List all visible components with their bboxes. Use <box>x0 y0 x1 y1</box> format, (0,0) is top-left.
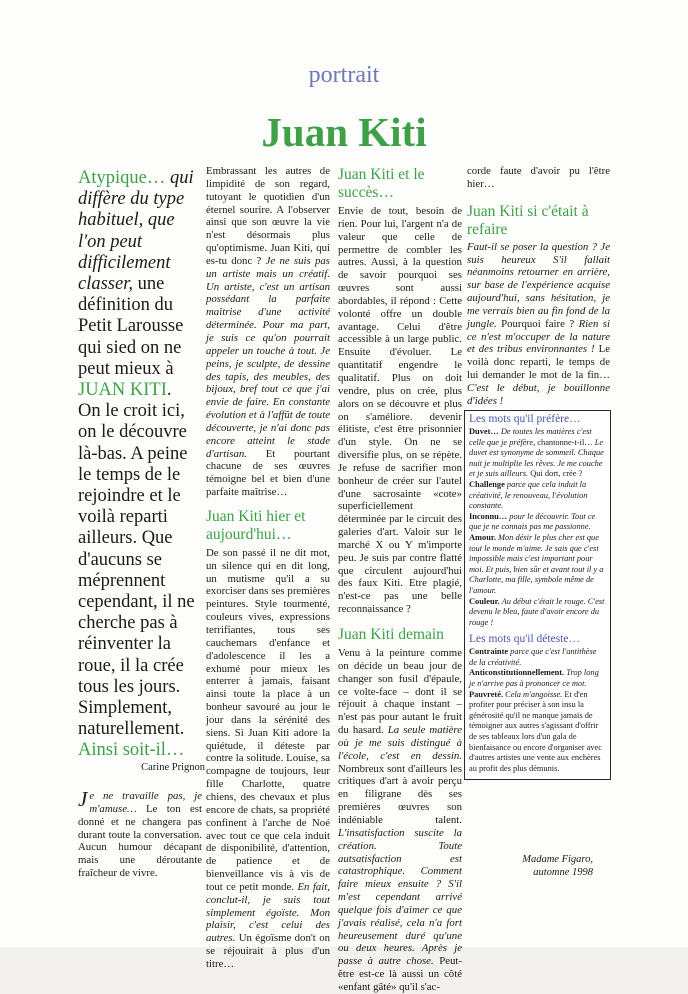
like-term: Challenge <box>469 479 505 489</box>
subhead-hier: Juan Kiti hier et aujourd'hui… <box>206 507 306 543</box>
source-date: automne 1998 <box>533 866 593 878</box>
lede-text-2: . On le croit ici, on le découvre là-bas. A peine le temps de le rejoindre et le voilà reparti ailleurs. Que d'aucuns se méprennent cependant, il ne cherche pas à réinventer la roue, il la crée tous les jours. Simplement, naturellement. <box>78 380 195 740</box>
mots-sidebar-box <box>464 410 611 780</box>
lede-atypique: Atypique… <box>78 168 170 188</box>
col4-p1-quote-1: Faut-il se poser la question ? Je suis heureux S'il fallait néanmoins retourner en arrière, sur base de l'expérience acquise aujourd'hui, sans hésitation, je me verrais bien au fin fond de la jungle. <box>467 240 610 330</box>
col3-paragraph-1: Envie de tout, besoin de rien. Pour lui, l'argent n'a de valeur que celle de permettre de combler les autres. Aussi, à la question de savoir pourquoi ses œuvres sont aussi abordables, il répond : Cette volonté offre un double avantage. Celui d'être accessible à un large public. Ensuite d'évoluer. Le quantitatif engendre le qualitatif. Plus on doit vendre, plus on crée, plus alors on se découvre et plus on s'améliore. devenir élitiste, c'est être prisonnier d'un style. On ne se diversifie plus, on se répète. Je refuse de sacrifier mon bonheur de créer sur l'autel d'une sacrosainte «cote» superficiellement déterminée par le circuit des galeries d'art. Valoir sur le marché X ou Y m'importe peu. Je suis par contre flatté que circulent aujourd'hui des faux Kiti. Etre plagié, n'est-ce pas une belle reconnaissance ? <box>338 205 462 616</box>
like-definition: De toutes les matières c'est celle que je préfère, <box>469 427 592 447</box>
author-signature: Carine Prignon <box>141 762 205 773</box>
dislikes-list <box>469 647 606 774</box>
dislike-term: Contrainte <box>469 647 509 657</box>
col2-p1-text: Embrassant les autres de limpidité de son regard, tutoyant le quotidien d'un éternel sourire. A l'observer ainsi que son œuvre la vie n'est désormais plus qu'optimisme. Juan Kiti, qui es-tu donc ? <box>206 165 330 267</box>
like-item <box>469 427 606 480</box>
col2-p1-quote: Je ne suis pas un artiste mais un créatif. Un artiste, c'est un artisan possédant la parfaite maîtrise d'une activité déterminée. Pour ma part, je suis ce qu'on pourrait appeler un touche à tout. Je peins, je sculpte, de dessine des tapis, des meubles, des bijoux, bref tout ce que j'ai envie de faire. En constante évolution et à l'affût de toute découverte, je n'ai donc pas encore atteint le stade d'artisan. <box>206 254 330 460</box>
lede-paragraph <box>78 168 196 762</box>
col4-p1-question: Pourquoi faire ? <box>496 317 579 330</box>
source-publication: Madame Figaro, <box>522 854 593 865</box>
col4-paragraph-1 <box>467 241 610 408</box>
column-4 <box>467 165 610 408</box>
like-item <box>469 480 606 512</box>
like-item <box>469 533 606 597</box>
col3-p2-text: Venu à la peinture comme on décide un beau jour de changer son fusil d'épaule, ce volte-face – dont il se réjouit à chaque instant – n'est pas pour autant le fruit du hasard. <box>338 647 462 737</box>
source-credit <box>498 854 593 879</box>
intro-quote: e ne travaille pas, je m'amuse… <box>89 790 202 815</box>
col2-p2-quote: En fait, conclut-il, je suis tout simplement égoïste. Mon plaisir, c'est celui des autres. <box>206 880 330 945</box>
dislike-item <box>469 690 606 775</box>
col2-paragraph-2 <box>206 547 330 971</box>
like-definition: Au début c'était le rouge. C'est devenu le bleu, faute d'avoir encore du rouge ! <box>469 596 605 627</box>
dislike-aside: Et d'en profiter pour préciser à son insu la générosité qu'il ne manque jamais de témoigner aux autres s'agissant d'offrir de ses tableaux lors d'un gala de bienfaisance ou encore d'organiser avec d'autres artistes une vente aux enchères au profit des plus démunis. <box>469 689 602 773</box>
drop-cap: J <box>78 787 88 811</box>
like-term: Duvet… <box>469 427 499 436</box>
col2-p2-end: Un égoïsme don't on se réjouirait à plus d'un titre… <box>206 932 330 970</box>
like-definition: Mon désir le plus cher est que tout le monde m'aime. Je sais que c'est impossible mais c'est important pour moi. Et puis, bien sûr et avant tout il y a Charlotte, ma fille, symbole même de l'amour. <box>469 532 604 595</box>
col3-p2-quote-1: La seule matière où je me suis distingué à l'école, c'est en dessin. <box>338 724 462 762</box>
subhead-refaire: Juan Kiti si c'était à refaire <box>467 202 589 238</box>
dislike-definition: Cela m'angoisse. <box>503 689 563 699</box>
dislike-term: Anticonstitutionnellement. <box>469 668 565 678</box>
col2-p2-text: De son passé il ne dit mot, un silence qui en dit long, un mutisme qu'il a su exorciser dans ses premières peintures. Style tourmenté, couleurs vives, expressions terrifiantes, tous ses cauchemars d'enfance et d'adolescence il les a exhumé pour mieux les enterrer à jamais, faisant ainsi toute la place à un bonheur savouré au jour le jour dans la sérénité des siens. Si Juan Kiti adore la quiétude, il déteste par contre la solitude. Louise, sa compagne de toujours, leur fille Charlotte, quatre chiens, des chevaux et plus encore de chats, sa propriété confinent à l'arche de Noé avec tout ce que cela induit de disponibilité, d'attention, de patience et de bienveillance vis à vis de tout ce petit monde. <box>206 546 330 893</box>
col3-p2-quote-2: L'insatisfaction suscite la création. Toute autsatisfaction est catastrophique. Comment faire mieux ensuite ? S'il m'est cependant arrivé quelque fois d'aimer ce que j'avais réalisé, cela n'a fort heureusement duré qu'une ou deux heures. Après je passe à autre chose. <box>338 826 462 968</box>
column-3 <box>338 166 462 994</box>
lede-closing: Ainsi soit-il… <box>78 740 185 761</box>
col4-p1-quote-2: Rien si ce n'est m'occuper de la nature et des tribus environnantes ! <box>467 317 610 356</box>
like-tail: Qui dort, crée ? <box>528 469 583 479</box>
likes-list <box>469 427 606 628</box>
like-definition: pour le découvrir. Tout ce que je ne connais pas me passionne. <box>469 511 596 532</box>
subhead-succes: Juan Kiti et le succès… <box>338 166 425 201</box>
dislike-term: Pauvreté. <box>469 689 504 699</box>
col4-p1-quote-3: C'est le début, je bouillonne d'idées ! <box>467 381 610 407</box>
col4-p1-text: Le voilà donc reparti, le temps de lui demander le mot de la fin… <box>467 343 610 382</box>
col3-p2-mid: Nombreux sont d'ailleurs les critiques d'art à avoir perçu en filigrane dès ses premières œuvres son indéniable talent. <box>338 762 462 826</box>
like-item <box>469 597 606 629</box>
like-term: Inconnu… <box>469 511 508 521</box>
col2-p1-end: Et pourtant chacune de ses œuvres témoigne bel et bien d'une parfaite maîtrise… <box>206 447 330 499</box>
like-definition: parce que cela induit la créativité, le renouveau, l'évolution constante. <box>469 479 588 511</box>
like-term: Amour. <box>469 532 496 542</box>
lede-definition: qui diffère du type habituel, que l'on peut difficilement classer, <box>78 168 194 295</box>
article-title: Juan Kiti <box>261 109 427 155</box>
col4-paragraph-0: corde faute d'avoir pu l'être hier… <box>467 165 610 190</box>
dislike-item <box>469 668 606 689</box>
subhead-demain: Juan Kiti demain <box>338 626 444 643</box>
section-kicker: portrait <box>308 62 380 88</box>
like-item <box>469 512 606 533</box>
dislike-definition: Trop long je n'arrive pas à prononcer ce mot. <box>469 668 599 689</box>
like-definition-2: Le duvet est synonyme de sommeil. Chaque nuit je multiplie les rêves. Je me couche et je suis ailleurs. <box>469 437 604 479</box>
column-1-intro <box>78 787 202 880</box>
dislike-definition: parce que c'est l'antithèse de la créativité. <box>469 647 597 667</box>
column-2 <box>206 165 330 971</box>
intro-text: Le ton est donné et ne changera pas durant toute la conversation. Aucun humour décapant mais une déroutante fraîcheur de vivre. <box>78 802 202 880</box>
lede-name: JUAN KITI <box>78 380 167 401</box>
like-term: Couleur. <box>469 596 500 606</box>
col3-p2-end: Peut-être est-ce là aussi un côté «enfant gâté» qu'il s'ac- <box>338 955 462 993</box>
dislike-item <box>469 647 606 668</box>
like-aside: chantonne-t-il… <box>535 437 595 447</box>
box-heading-dislikes: Les mots qu'il déteste… <box>469 633 580 646</box>
col2-paragraph-1 <box>206 165 330 499</box>
box-heading-likes: Les mots qu'il préfère… <box>469 413 581 425</box>
col3-paragraph-2 <box>338 647 462 994</box>
lede-text-1: une définition du Petit Larousse qui sied on ne peut mieux à <box>78 274 184 379</box>
